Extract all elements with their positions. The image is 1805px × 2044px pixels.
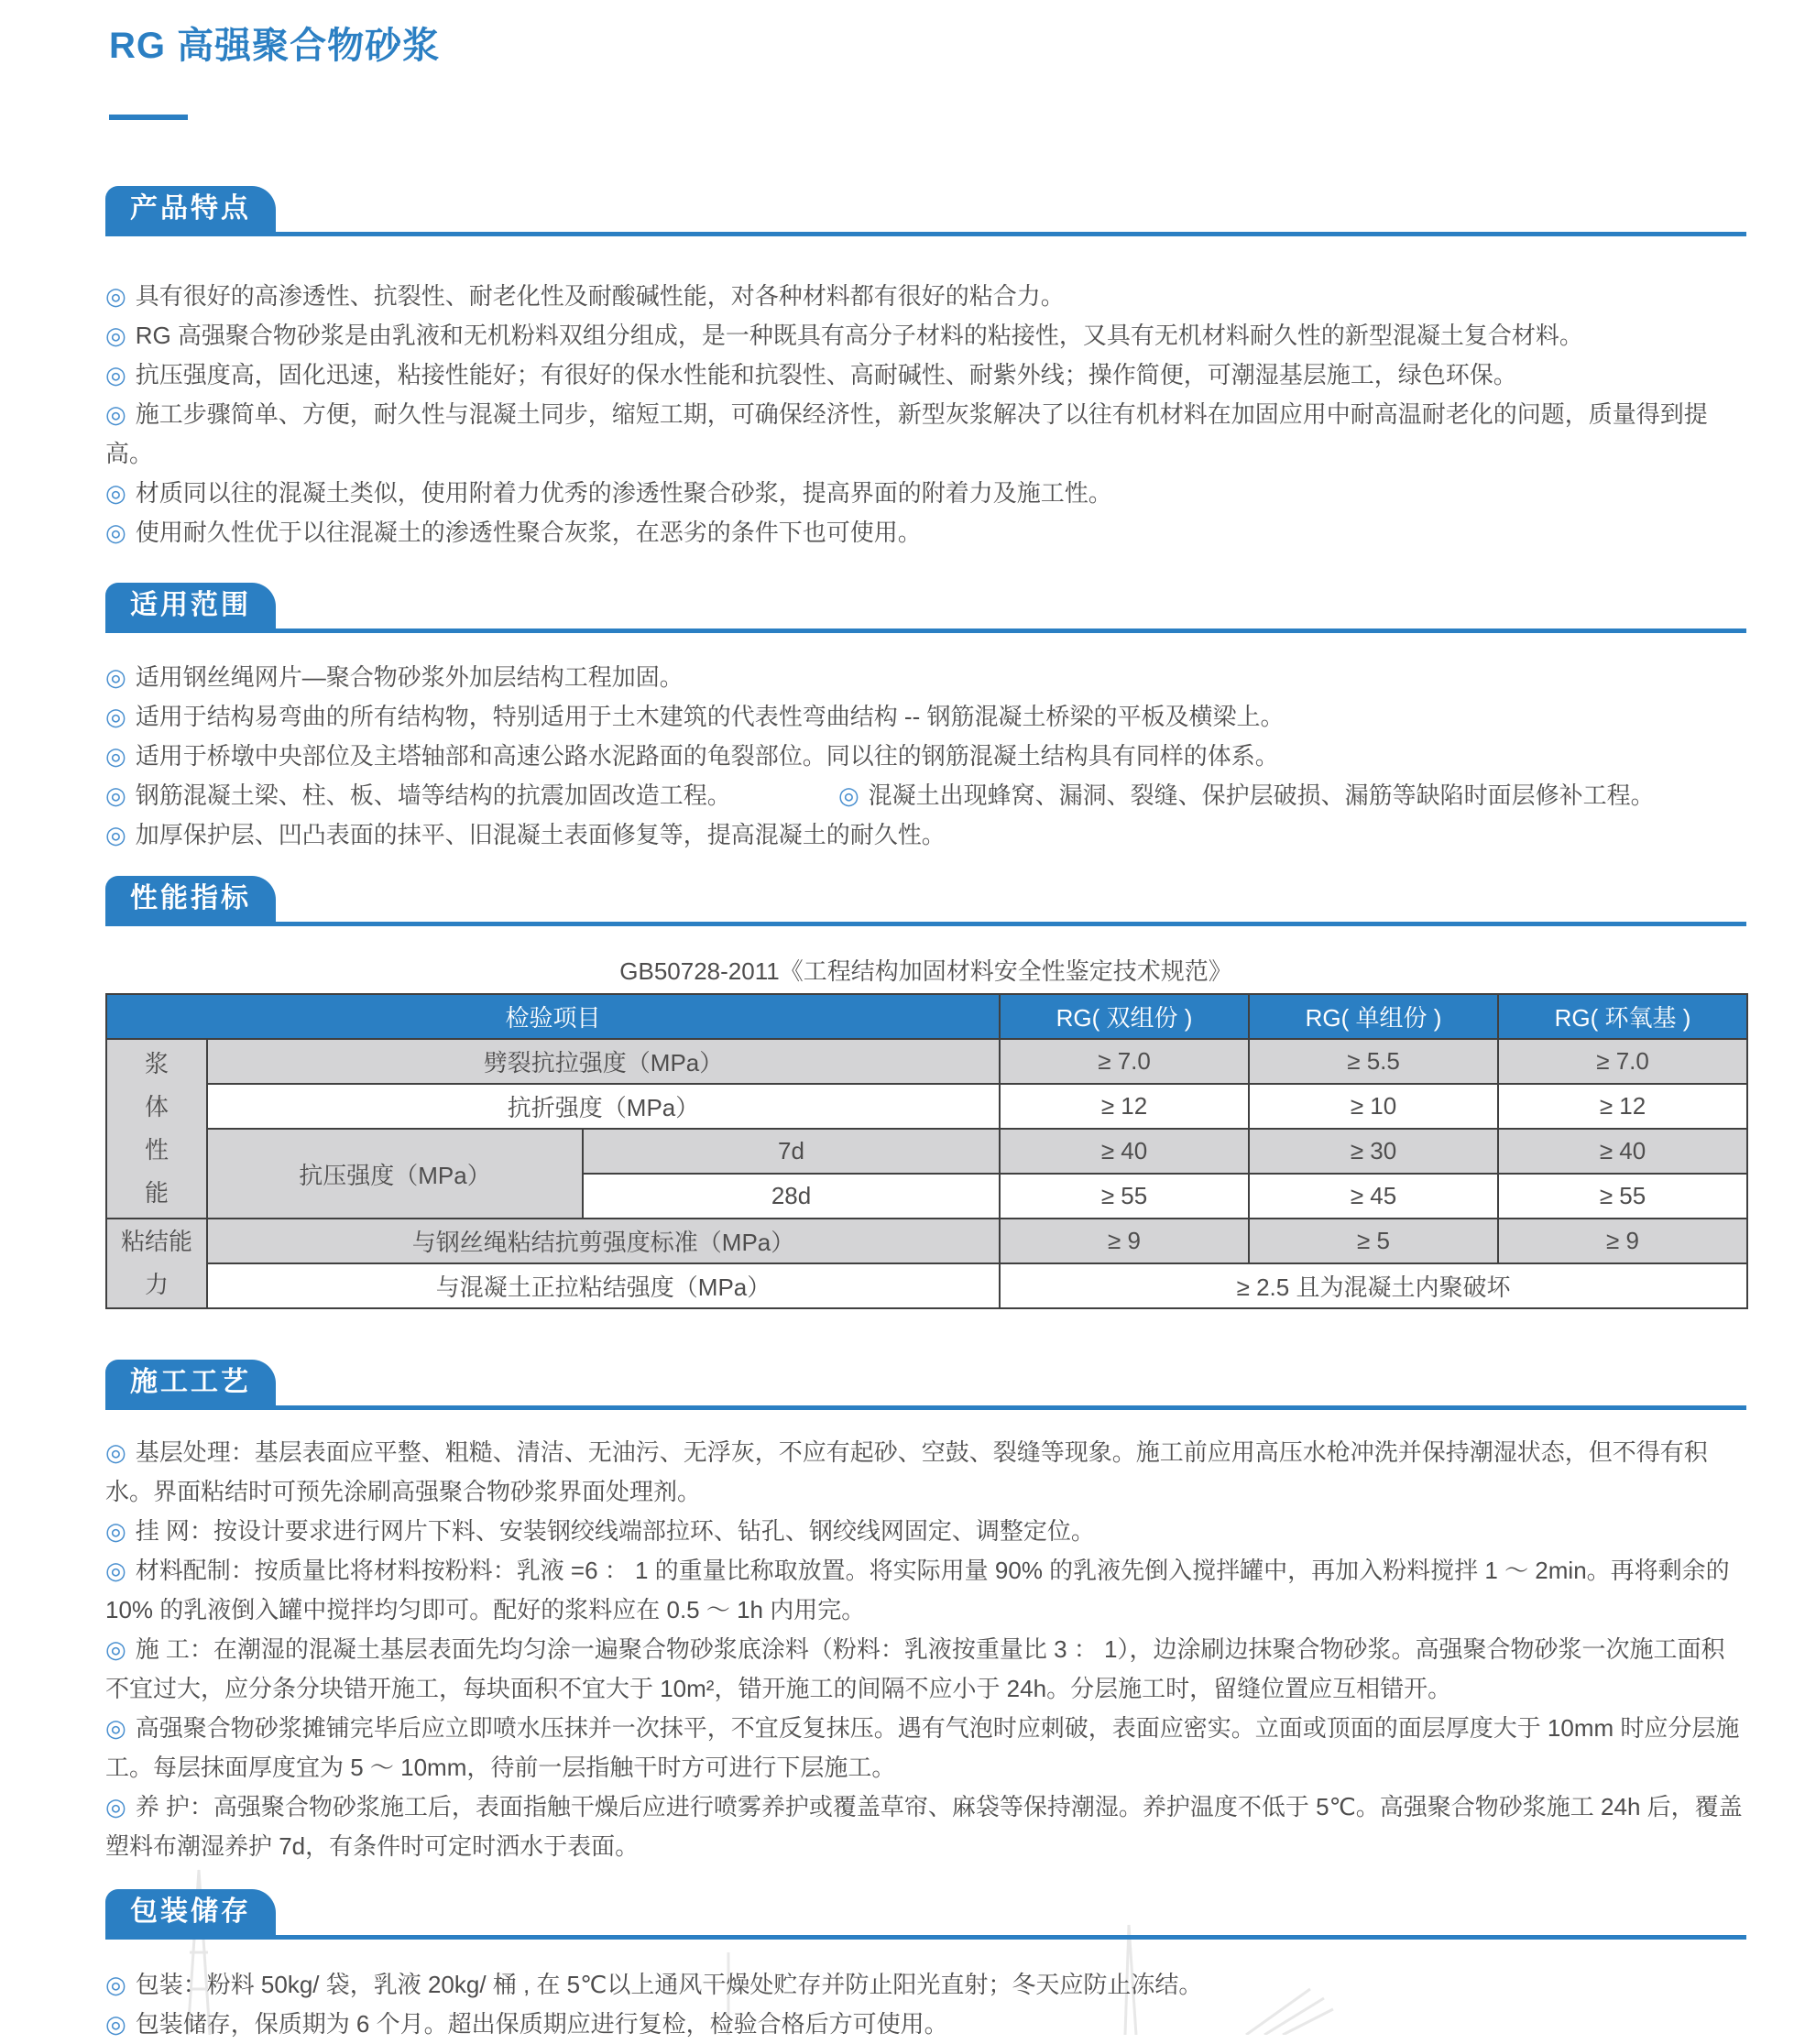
list-item (105, 474, 1746, 513)
table-cell-value: ≥ 12 (1000, 1084, 1249, 1129)
bullet-icon: ◎ (105, 1714, 126, 1742)
table-cell-value: ≥ 7.0 (1498, 1039, 1747, 1084)
bullet-icon: ◎ (105, 742, 126, 770)
list-item-text: 适用于桥墩中央部位及主塔轴部和高速公路水泥路面的龟裂部位。同以往的钢筋混凝土结构具有同样的体系。 (135, 742, 1279, 770)
table-header-cell: RG( 单组份 ) (1249, 994, 1498, 1039)
table-header-cell: 检验项目 (106, 994, 1000, 1039)
bullet-icon: ◎ (105, 361, 126, 388)
table-cell-value: ≥ 7.0 (1000, 1039, 1249, 1084)
list-item (105, 1709, 1746, 1787)
bullet-icon: ◎ (105, 663, 126, 691)
table-row (106, 1263, 1747, 1308)
section-header-features (105, 186, 1746, 236)
bullet-icon: ◎ (105, 782, 126, 809)
table-cell-value: ≥ 12 (1498, 1084, 1747, 1129)
table-cell-label: 抗折强度（MPa） (207, 1084, 1000, 1129)
table-cell-value: ≥ 5.5 (1249, 1039, 1498, 1084)
list-item-text: 养 护：高强聚合物砂浆施工后，表面指触干燥后应进行喷雾养护或覆盖草帘、麻袋等保持潮湿。养护温度不低于 5℃。高强聚合物砂浆施工 24h 后，覆盖塑料布潮湿养护 7d，有条件时可定时洒水于表面。 (105, 1793, 1743, 1860)
table-cell-value: ≥ 30 (1249, 1129, 1498, 1174)
bullet-icon: ◎ (105, 1438, 126, 1466)
scope-list (105, 658, 1746, 855)
list-item (105, 815, 1746, 855)
table-cell-label: 抗压强度（MPa） (207, 1129, 583, 1219)
row-group-label: 粘结能力 (120, 1228, 192, 1298)
list-item (105, 1433, 1746, 1512)
features-list (105, 277, 1746, 552)
bullet-icon: ◎ (105, 1557, 126, 1584)
list-item (105, 355, 1746, 395)
section-badge-process: 施工工艺 (105, 1360, 276, 1405)
table-cell-value: ≥ 55 (1498, 1174, 1747, 1219)
section-badge-performance: 性能指标 (105, 876, 276, 922)
list-item-text: 基层处理：基层表面应平整、粗糙、清洁、无油污、无浮灰，不应有起砂、空鼓、裂缝等现象。施工前应用高压水枪冲洗并保持潮湿状态，但不得有积水。界面粘结时可预先涂刷高强聚合物砂浆界面处理剂。 (105, 1438, 1708, 1505)
list-item-text: 加厚保护层、凹凸表面的抹平、旧混凝土表面修复等，提高混凝土的耐久性。 (135, 821, 946, 848)
table-cell-value: ≥ 40 (1000, 1129, 1249, 1174)
list-item (105, 1630, 1746, 1709)
table-cell-label: 劈裂抗拉强度（MPa） (207, 1039, 1000, 1084)
table-cell-sub: 7d (583, 1129, 1000, 1174)
table-cell-value: ≥ 45 (1249, 1174, 1498, 1219)
table-cell-merged-value: ≥ 2.5 且为混凝土内聚破坏 (1000, 1263, 1747, 1308)
bullet-icon: ◎ (105, 1971, 126, 1998)
section-badge-scope: 适用范围 (105, 583, 276, 629)
table-cell-value: ≥ 10 (1249, 1084, 1498, 1129)
process-list (105, 1433, 1746, 1866)
list-item (105, 395, 1746, 474)
list-item-text: 挂 网：按设计要求进行网片下料、安装钢绞线端部拉环、钻孔、钢绞线网固定、调整定位。 (135, 1517, 1095, 1545)
packaging-list (105, 1965, 1746, 2044)
table-row (106, 1219, 1747, 1263)
table-header-cell: RG( 环氧基 ) (1498, 994, 1747, 1039)
bullet-icon: ◎ (105, 821, 126, 848)
section-badge-features: 产品特点 (105, 186, 276, 232)
list-item-text: 适用于结构易弯曲的所有结构物，特别适用于土木建筑的代表性弯曲结构 -- 钢筋混凝土桥梁的平板及横梁上。 (135, 703, 1285, 730)
list-item-text: 施 工：在潮湿的混凝土基层表面先均匀涂一遍聚合物砂浆底涂料（粉料：乳液按重量比 3 ： 1），边涂刷边抹聚合物砂浆。高强聚合物砂浆一次施工面积不宜过大，应分条分块错开施工，每块面积不宜大于 10m²，错开施工的间隔不应小于 24h。分层施工时，留缝位置应互相错开。 (105, 1635, 1725, 1702)
section-badge-packaging: 包装储存 (105, 1889, 276, 1935)
row-group-label: 浆体性能 (144, 1050, 169, 1207)
table-row (106, 1084, 1747, 1129)
bullet-icon: ◎ (105, 400, 126, 428)
bullet-icon: ◎ (105, 479, 126, 507)
list-item-text: 适用钢丝绳网片—聚合物砂浆外加层结构工程加固。 (135, 663, 684, 691)
section-header-process (105, 1360, 1746, 1410)
list-item-text: 使用耐久性优于以往混凝土的渗透性聚合灰浆，在恶劣的条件下也可使用。 (135, 519, 922, 546)
list-item (105, 737, 1746, 776)
list-item (105, 658, 1746, 697)
list-item (105, 316, 1746, 355)
bullet-icon: ◎ (105, 1793, 126, 1820)
table-cell-value: ≥ 9 (1000, 1219, 1249, 1263)
list-item-text: 材料配制：按质量比将材料按粉料：乳液 =6 ： 1 的重量比称取放置。将实际用量 90% 的乳液先倒入搅拌罐中，再加入粉料搅拌 1 ～ 2min。再将剩余的 10% 的乳液倒入罐中搅拌均匀即可。配好的浆料应在 0.5 ～ 1h 内用完。 (105, 1557, 1730, 1623)
list-item (105, 277, 1746, 316)
list-item-double (105, 776, 1746, 815)
row-group-cell (106, 1219, 207, 1308)
bullet-icon: ◎ (105, 519, 126, 546)
table-cell-value: ≥ 55 (1000, 1174, 1249, 1219)
list-item-left (105, 782, 731, 809)
list-item-text: 混凝土出现蜂窝、漏洞、裂缝、保护层破损、漏筋等缺陷时面层修补工程。 (868, 782, 1655, 809)
section-header-packaging (105, 1889, 1746, 1940)
list-item-text: 抗压强度高，固化迅速，粘接性能好；有很好的保水性能和抗裂性、高耐碱性、耐紫外线；操作简便，可潮湿基层施工，绿色环保。 (135, 361, 1517, 388)
list-item (105, 1965, 1746, 2005)
list-item-text: 包装：粉料 50kg/ 袋，乳液 20kg/ 桶 , 在 5℃以上通风干燥处贮存并防止阳光直射；冬天应防止冻结。 (135, 1971, 1203, 1998)
list-item (105, 2005, 1746, 2044)
list-item-text: RG 高强聚合物砂浆是由乳液和无机粉料双组分组成，是一种既具有高分子材料的粘接性，又具有无机材料耐久性的新型混凝土复合材料。 (135, 322, 1583, 349)
section-header-scope (105, 583, 1746, 633)
list-item-right (838, 782, 1655, 809)
performance-table (105, 993, 1748, 1309)
section-header-performance (105, 876, 1746, 926)
bullet-icon: ◎ (105, 1635, 126, 1663)
list-item-text: 包装储存，保质期为 6 个月。超出保质期应进行复检，检验合格后方可使用。 (135, 2010, 948, 2038)
list-item (105, 1512, 1746, 1551)
table-cell-value: ≥ 5 (1249, 1219, 1498, 1263)
table-cell-value: ≥ 9 (1498, 1219, 1747, 1263)
list-item-text: 高强聚合物砂浆摊铺完毕后应立即喷水压抹并一次抹平，不宜反复抹压。遇有气泡时应刺破，表面应密实。立面或顶面的面层厚度大于 10mm 时应分层施工。每层抹面厚度宜为 5 ～ 10mm，待前一层指触干时方可进行下层施工。 (105, 1714, 1740, 1781)
table-caption: GB50728-2011《工程结构加固材料安全性鉴定技术规范》 (619, 957, 1232, 985)
page-title: RG 高强聚合物砂浆 (109, 26, 441, 66)
bullet-icon: ◎ (105, 282, 126, 310)
list-item-text: 钢筋混凝土梁、柱、板、墙等结构的抗震加固改造工程。 (135, 782, 731, 809)
bullet-icon: ◎ (105, 322, 126, 349)
list-item (105, 697, 1746, 737)
bullet-icon: ◎ (105, 2010, 126, 2038)
list-item-text: 具有很好的高渗透性、抗裂性、耐老化性及耐酸碱性能，对各种材料都有很好的粘合力。 (135, 282, 1065, 310)
table-header-row (106, 994, 1747, 1039)
table-header-cell: RG( 双组份 ) (1000, 994, 1249, 1039)
list-item-text: 材质同以往的混凝土类似，使用附着力优秀的渗透性聚合砂浆，提高界面的附着力及施工性。 (135, 479, 1112, 507)
list-item (105, 1787, 1746, 1866)
table-cell-sub: 28d (583, 1174, 1000, 1219)
list-item (105, 1551, 1746, 1630)
bullet-icon: ◎ (105, 703, 126, 730)
table-cell-value: ≥ 40 (1498, 1129, 1747, 1174)
table-row (106, 1129, 1747, 1174)
title-underline (109, 115, 188, 120)
table-cell-label: 与混凝土正拉粘结强度（MPa） (207, 1263, 1000, 1308)
list-item-text: 施工步骤简单、方便，耐久性与混凝土同步，缩短工期，可确保经济性，新型灰浆解决了以往有机材料在加固应用中耐高温耐老化的问题，质量得到提高。 (105, 400, 1708, 467)
bullet-icon: ◎ (105, 1517, 126, 1545)
row-group-cell (106, 1039, 207, 1219)
table-row (106, 1039, 1747, 1084)
table-cell-label: 与钢丝绳粘结抗剪强度标准（MPa） (207, 1219, 1000, 1263)
list-item (105, 513, 1746, 552)
bullet-icon: ◎ (837, 782, 859, 809)
